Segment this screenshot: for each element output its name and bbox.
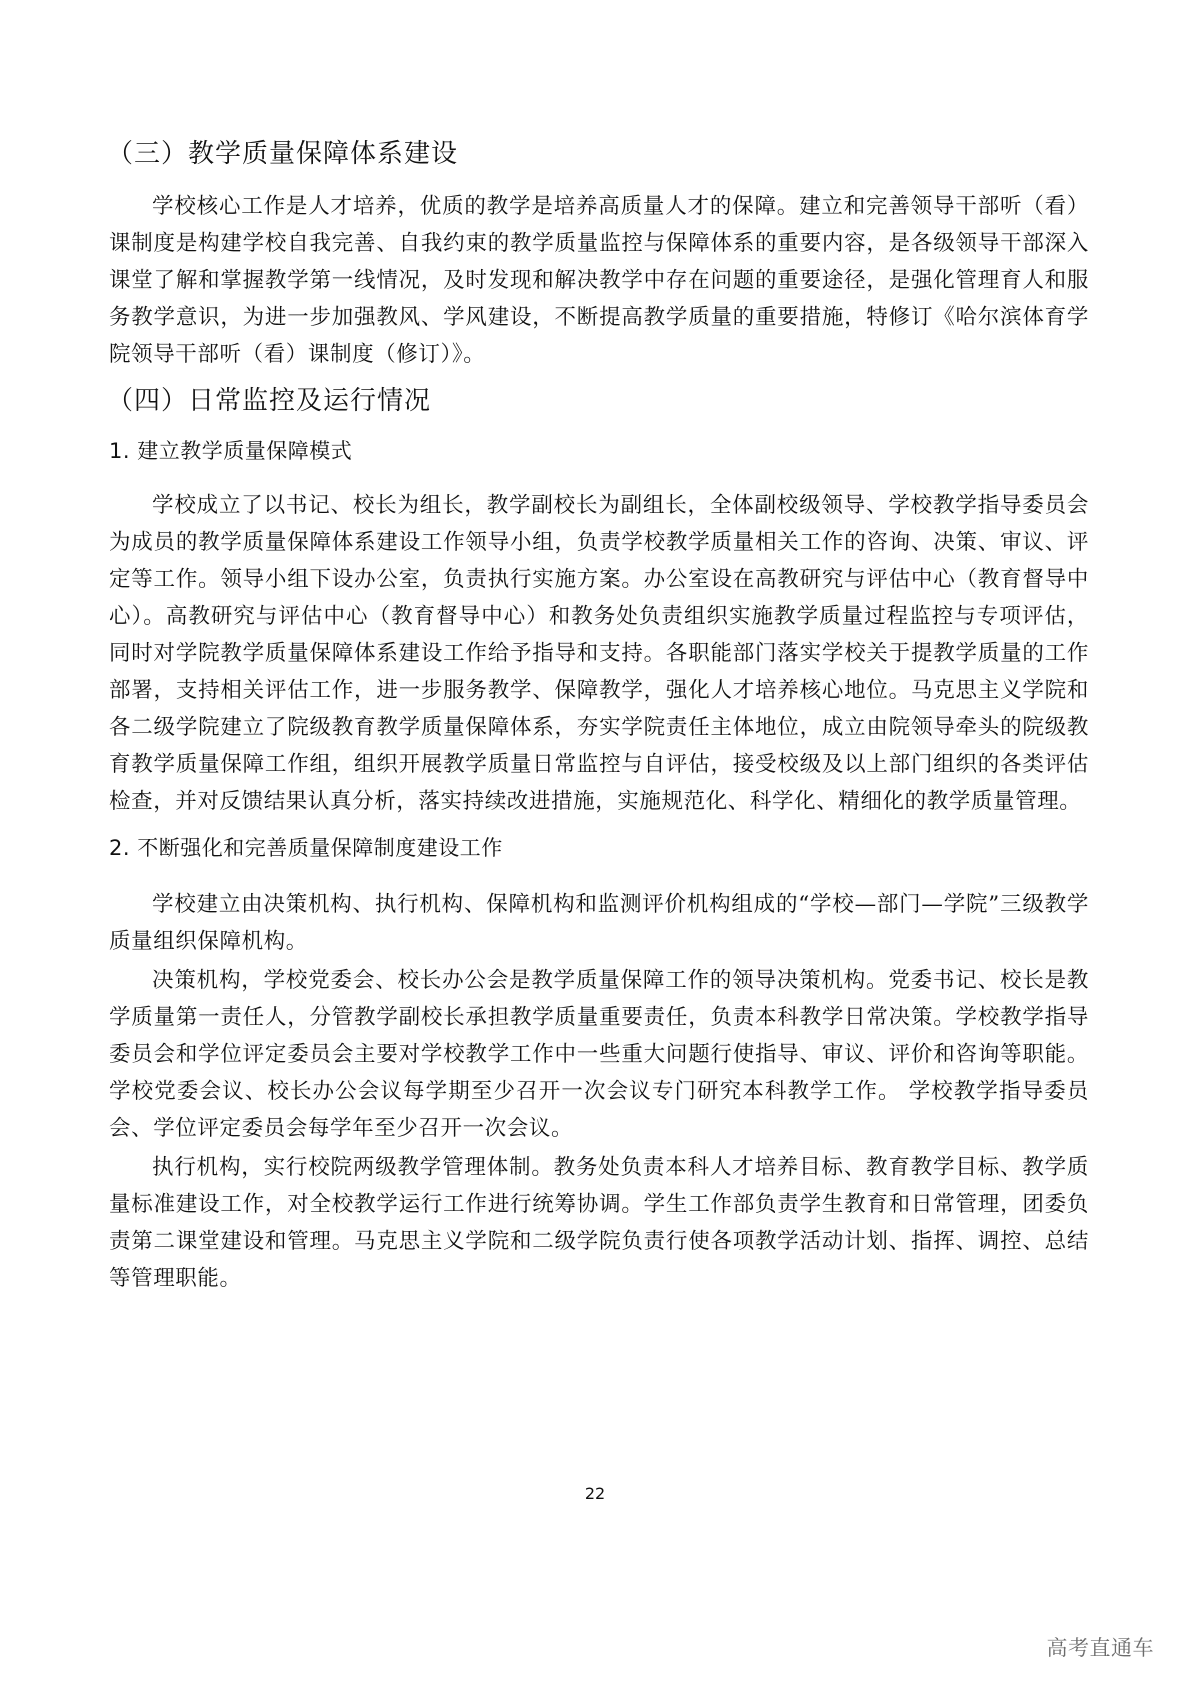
subsection-2-paragraph-1: 学校建立由决策机构、执行机构、保障机构和监测评价机构组成的“学校—部门—学院”三级教学质量组织保障机构。 xyxy=(109,892,1089,954)
subsection-2-paragraph-2: 决策机构，学校党委会、校长办公会是教学质量保障工作的领导决策机构。党委书记、校长是教学质量第一责任人，分管教学副校长承担教学质量重要责任，负责本科教学日常决策。学校教学指导委员会和学位评定委员会主要对学校教学工作中一些重大问题行使指导、审议、评价和咨询等职能。学校党委会议、校长办公会议每学期至少召开一次会议专门研究本科教学工作。 学校教学指导委员会、学位评定委员会每学年至少召开一次会议。 xyxy=(109,968,1089,1141)
subsection-2-paragraph-3: 执行机构，实行校院两级教学管理体制。教务处负责本科人才培养目标、教育教学目标、教学质量标准建设工作，对全校教学运行工作进行统筹协调。学生工作部负责学生教育和日常管理，团委负责第二课堂建设和管理。马克思主义学院和二级学院负责行使各项教学活动计划、指挥、调控、总结等管理职能。 xyxy=(109,1155,1089,1291)
section-title-4: （四）日常监控及运行情况 xyxy=(107,386,432,416)
subsection-title-2: 2. 不断强化和完善质量保障制度建设工作 xyxy=(109,836,503,860)
section-3-paragraph: 学校核心工作是人才培养，优质的教学是培养高质量人才的保障。建立和完善领导干部听（看）课制度是构建学校自我完善、自我约束的教学质量监控与保障体系的重要内容，是各级领导干部深入课堂了解和掌握教学第一线情况，及时发现和解决教学中存在问题的重要途径，是强化管理育人和服务教学意识，为进一步加强教风、学风建设，不断提高教学质量的重要措施，特修订《哈尔滨体育学院领导干部听（看）课制度（修订）》。 xyxy=(109,194,1089,367)
page-number: 22 xyxy=(584,1484,606,1503)
watermark: 高考直通车 xyxy=(1046,1636,1154,1660)
section-title-3: （三）教学质量保障体系建设 xyxy=(107,139,459,169)
subsection-title-1: 1. 建立教学质量保障模式 xyxy=(109,439,353,463)
subsection-1-paragraph: 学校成立了以书记、校长为组长，教学副校长为副组长，全体副校级领导、学校教学指导委员会为成员的教学质量保障体系建设工作领导小组，负责学校教学质量相关工作的咨询、决策、审议、评定等工作。领导小组下设办公室，负责执行实施方案。办公室设在高教研究与评估中心（教育督导中心）。高教研究与评估中心（教育督导中心）和教务处负责组织实施教学质量过程监控与专项评估，同时对学院教学质量保障体系建设工作给予指导和支持。各职能部门落实学校关于提教学质量的工作部署，支持相关评估工作，进一步服务教学、保障教学，强化人才培养核心地位。马克思主义学院和各二级学院建立了院级教育教学质量保障体系，夯实学院责任主体地位，成立由院领导牵头的院级教育教学质量保障工作组，组织开展教学质量日常监控与自评估，接受校级及以上部门组织的各类评估检查，并对反馈结果认真分析，落实持续改进措施，实施规范化、科学化、精细化的教学质量管理。 xyxy=(109,493,1089,814)
page-content xyxy=(109,134,1089,1297)
